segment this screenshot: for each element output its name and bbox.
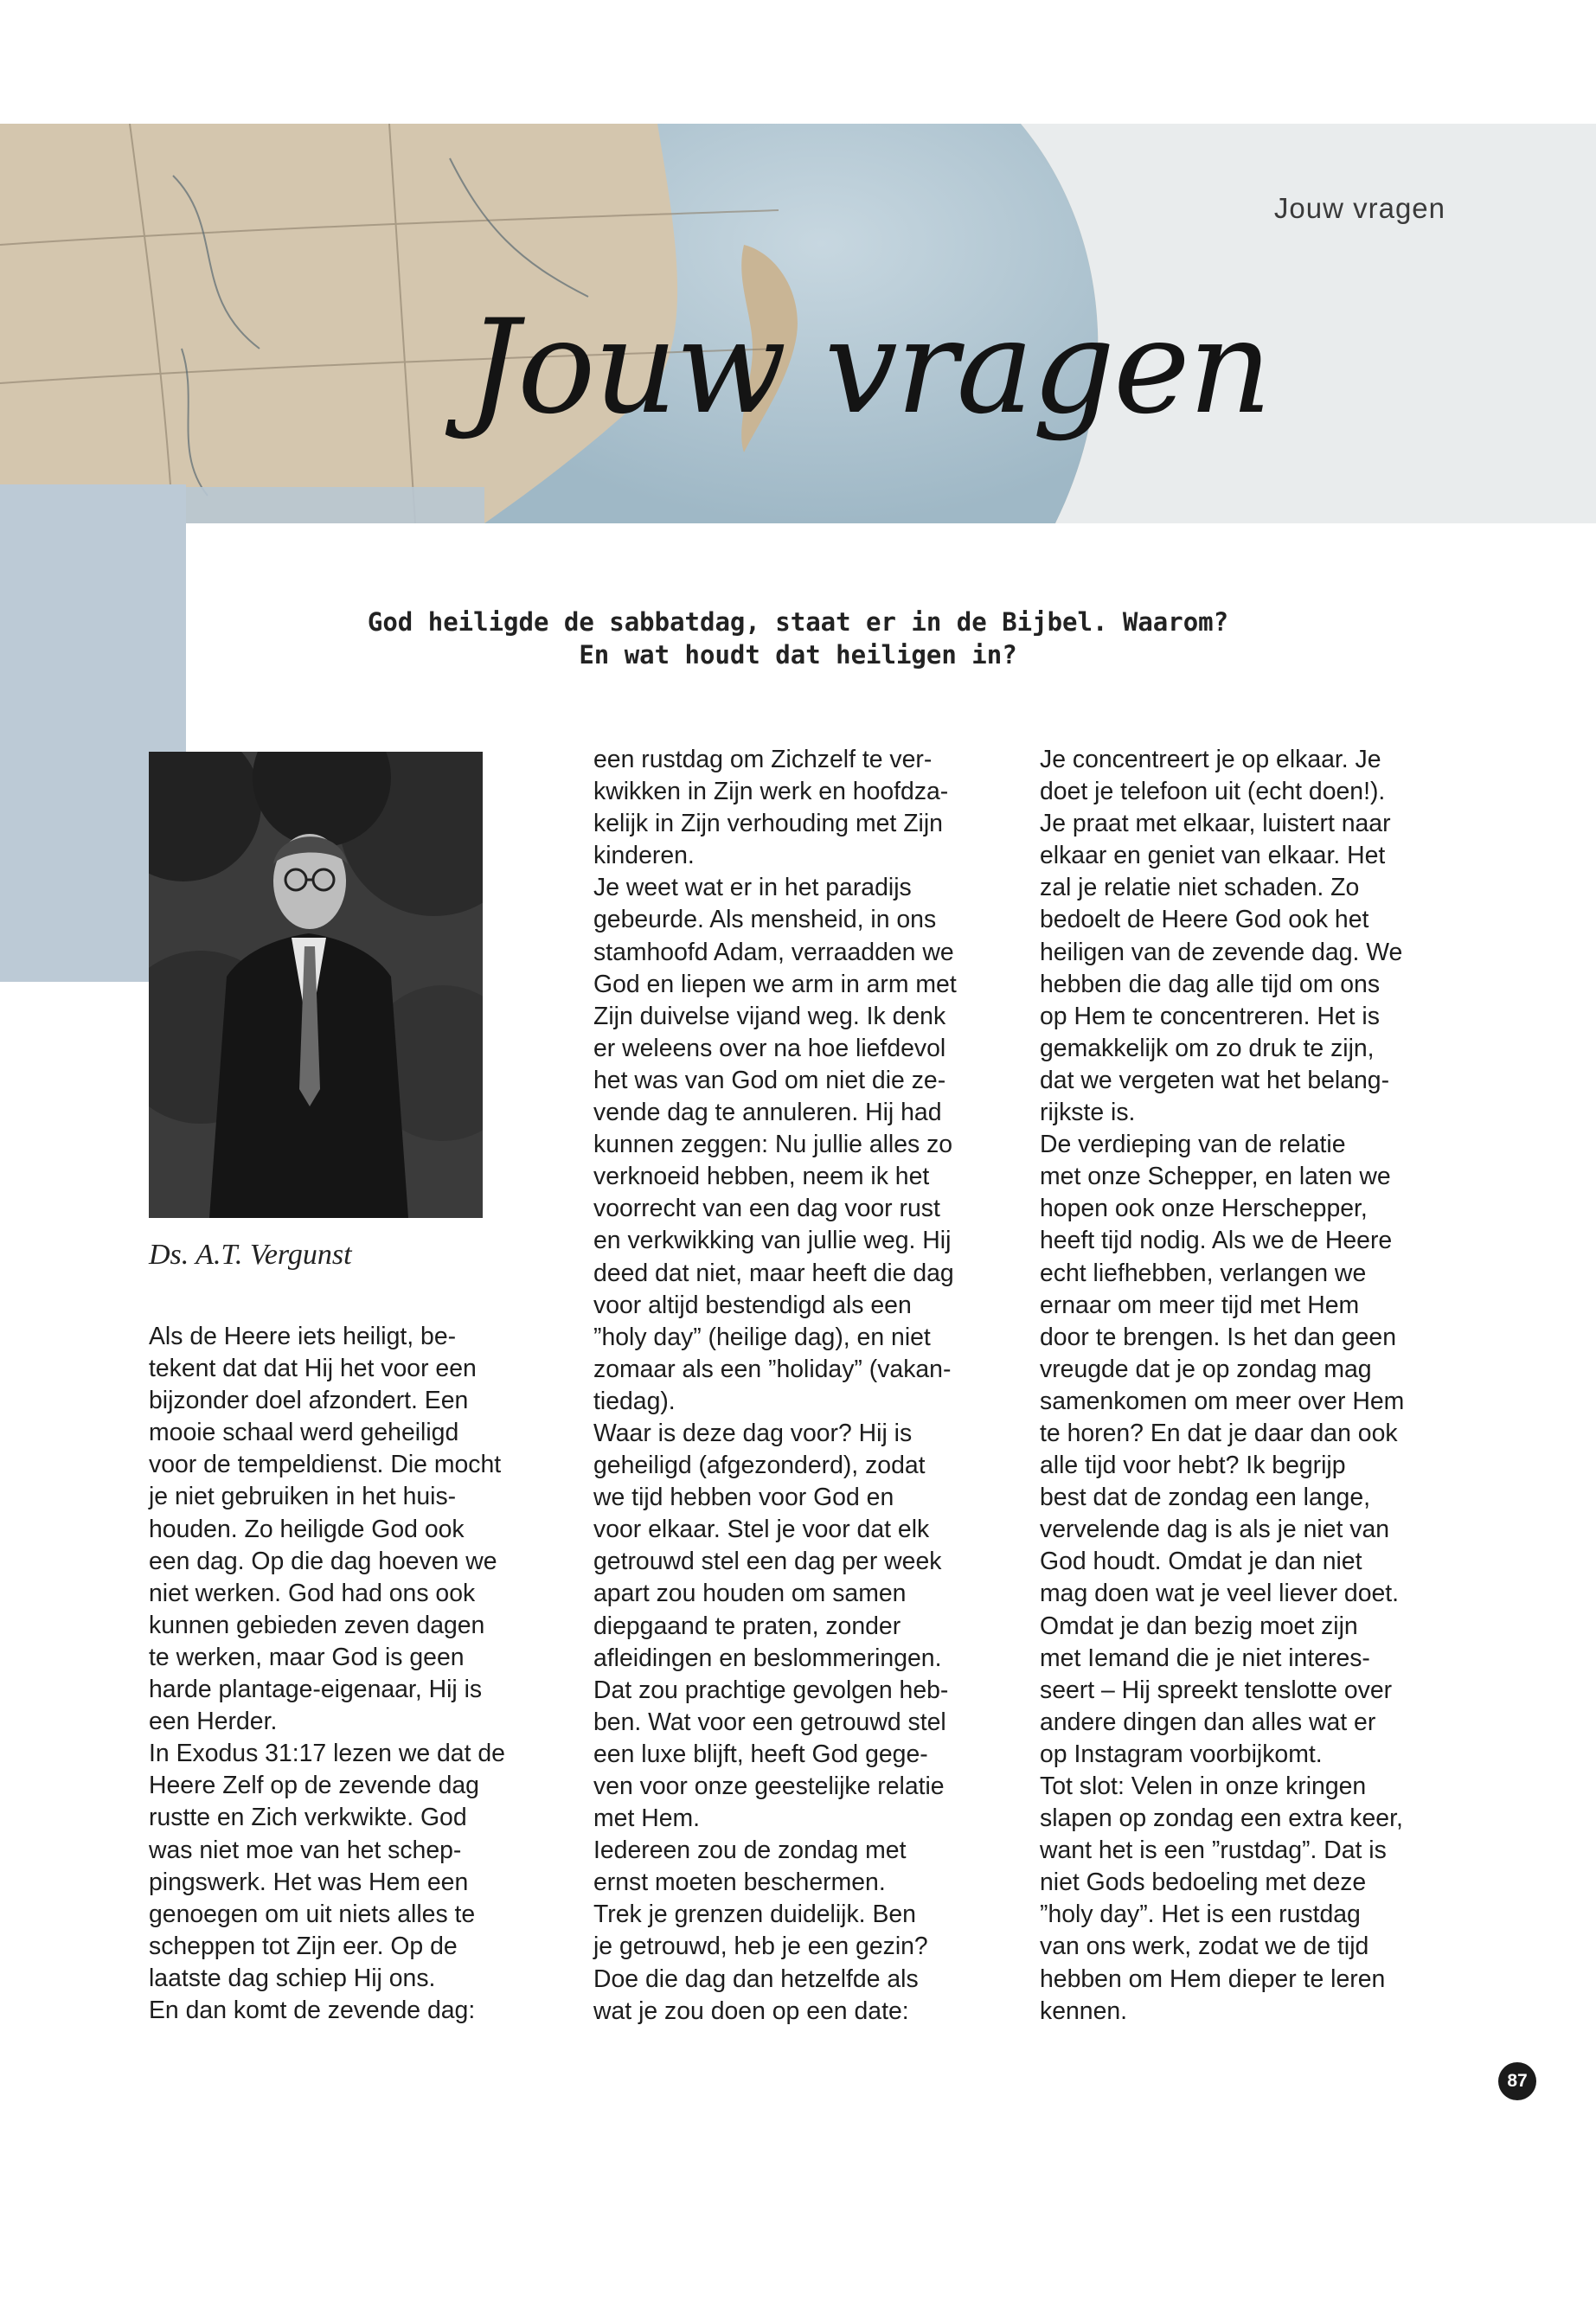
column-3-text: Je concentreert je op elkaar. Je doet je telefoon uit (echt doen!). Je praat met elkaar, luistert naar elkaar en geniet van elkaar. Het zal je relatie niet schaden. Zo bedoelt de Heere God ook het heiligen van de zevende dag. We hebben die dag alle tijd om ons op Hem te concentreren. Het is gemakkelijk om zo druk te zijn, dat we vergeten wat het belang- rijkste is. De verdieping van de relatie met onze Schepper, en laten we hopen ook onze Herschepper, heeft tijd nodig. Als we de Heere echt liefhebben, verlangen we ernaar om meer tijd met Hem door te brengen. Is het dan geen vreugde dat je op zondag mag samenkomen om meer over Hem te horen? En dat je daar dan ook alle tijd voor hebt? Ik begrijp best dat de zondag een lange, vervelende dag is als je niet van God houdt. Omdat je dan niet mag doen wat je veel liever doet. Omdat je dan bezig moet zijn met Iemand die je niet interes- seert – Hij spreekt tenslotte over andere dingen dan alles wat er op Instagram voorbijkomt. Tot slot: Velen in onze kringen slapen op zondag een extra keer, want het is een ”rustdag”. Dat is niet Gods bedoeling met deze ”holy day”. Het is een rustdag van ons werk, zodat we de tijd hebben om Hem dieper te leren kennen. xyxy=(1040,746,1405,2025)
article-column-3 xyxy=(1040,744,1453,2028)
intro-line-2: En wat houdt dat heiligen in? xyxy=(579,640,1017,670)
article-column-2 xyxy=(593,744,1007,2028)
article-column-1 xyxy=(149,1321,562,2027)
column-1-text: Als de Heere iets heiligt, be- tekent dat dat Hij het voor een bijzonder doel afzondert. Een mooie schaal werd geheiligd voor de tempeldienst. Die mocht je niet gebruiken in het huis- houden. Zo heiligde God ook een dag. Op die dag hoeven we niet werken. God had ons ook kunnen gebieden zeven dagen te werken, maar God is geen harde plantage-eigenaar, Hij is een Herder. In Exodus 31:17 lezen we dat de Heere Zelf op de zevende dag rustte en Zich verkwikte. God was niet moe van het schep- pingswerk. Het was Hem een genoegen om uit niets alles te scheppen tot Zijn eer. Op de laatste dag schiep Hij ons. En dan komt de zevende dag: xyxy=(149,1323,505,2024)
page-number-badge: 87 xyxy=(1498,2062,1536,2100)
section-label: Jouw vragen xyxy=(1273,192,1445,224)
column-2-text: een rustdag om Zichzelf te ver- kwikken in Zijn werk en hoofdza- kelijk in Zijn verhouding met Zijn kinderen. Je weet wat er in het paradijs gebeurde. Als mensheid, in ons stamhoofd Adam, verraadden we God en liepen we arm in arm met Zijn duivelse vijand weg. Ik denk er weleens over na hoe liefdevol het was van God om niet die ze- vende dag te annuleren. Hij had kunnen zeggen: Nu jullie alles zo verknoeid hebben, neem ik het voorrecht van een dag voor rust en verkwikking van jullie weg. Hij deed dat niet, maar heeft die dag voor altijd bestendigd als een ”holy day” (heilige dag), en niet zomaar als een ”holiday” (vakan- tiedag). Waar is deze dag voor? Hij is geheiligd (afgezonderd), zodat we tijd hebben voor God en voor elkaar. Stel je voor dat elk getrouwd stel een dag per week apart zou houden om samen diepgaand te praten, zonder afleidingen en beslommeringen. Dat zou prachtige gevolgen heb- ben. Wat voor een getrouwd stel een luxe blijft, heeft God gege- ven voor onze geestelijke relatie met Hem. Iedereen zou de zondag met ernst moeten beschermen. Trek je grenzen duidelijk. Ben je getrouwd, heb je een gezin? Doe die dag dan hetzelfde als wat je zou doen op een date: xyxy=(593,746,957,2025)
page-title: Jouw vragen xyxy=(467,292,1271,443)
intro-line-1: God heiligde de sabbatdag, staat er in de Bijbel. Waarom? xyxy=(367,607,1229,637)
intro-question xyxy=(173,606,1423,671)
author-caption: Ds. A.T. Vergunst xyxy=(149,1239,352,1271)
author-photo xyxy=(149,752,483,1218)
author-portrait-image xyxy=(149,752,483,1218)
